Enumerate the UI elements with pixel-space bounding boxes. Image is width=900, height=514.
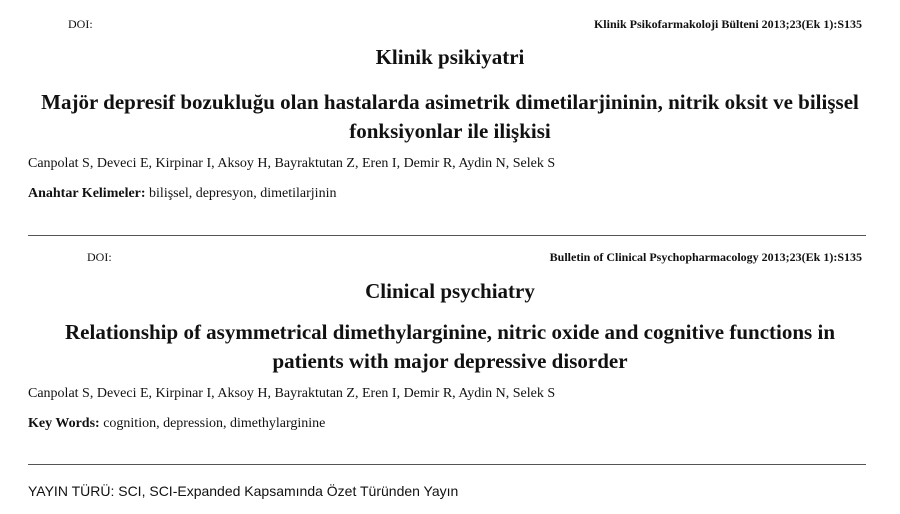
keywords-tr	[28, 186, 336, 202]
divider	[28, 464, 866, 465]
authors-en: Canpolat S, Deveci E, Kirpinar I, Aksoy H, Bayraktutan Z, Eren I, Demir R, Aydin N, Selek S	[28, 386, 556, 401]
section-heading-en: Clinical psychiatry	[365, 279, 535, 303]
article-title-en	[0, 318, 900, 376]
section-heading-tr: Klinik psikiyatri	[375, 45, 525, 69]
article-title-en-line1: Relationship of asymmetrical dimethylarginine, nitric oxide and cognitive functions in	[65, 320, 835, 344]
article-title-tr-line1: Majör depresif bozukluğu olan hastalarda asimetrik dimetilarjininin, nitrik oksit ve bilişsel	[41, 90, 859, 114]
keywords-values-tr: bilişsel, depresyon, dimetilarjinin	[145, 186, 337, 201]
journal-citation-tr: Klinik Psikofarmakoloji Bülteni 2013;23(Ek 1):S135	[593, 17, 862, 31]
keywords-label-tr: Anahtar Kelimeler:	[28, 186, 146, 201]
keywords-en	[28, 416, 325, 432]
article-title-tr-line2: fonksiyonlar ile ilişkisi	[349, 119, 551, 143]
article-title-en-line2: patients with major depressive disorder	[272, 349, 628, 373]
keywords-label-en: Key Words:	[28, 416, 100, 431]
journal-citation-en: Bulletin of Clinical Psychopharmacology 2013;23(Ek 1):S135	[549, 250, 862, 264]
divider	[28, 235, 866, 236]
doi-label-tr: DOI:	[68, 17, 93, 31]
authors-tr: Canpolat S, Deveci E, Kirpinar I, Aksoy H, Bayraktutan Z, Eren I, Demir R, Aydin N, Selek S	[28, 156, 556, 171]
publication-type: YAYIN TÜRÜ: SCI, SCI-Expanded Kapsamında Özet Türünden Yayın	[28, 483, 459, 499]
doi-label-en: DOI:	[87, 250, 112, 264]
article-title-tr	[0, 88, 900, 146]
keywords-values-en: cognition, depression, dimethylarginine	[99, 416, 326, 431]
